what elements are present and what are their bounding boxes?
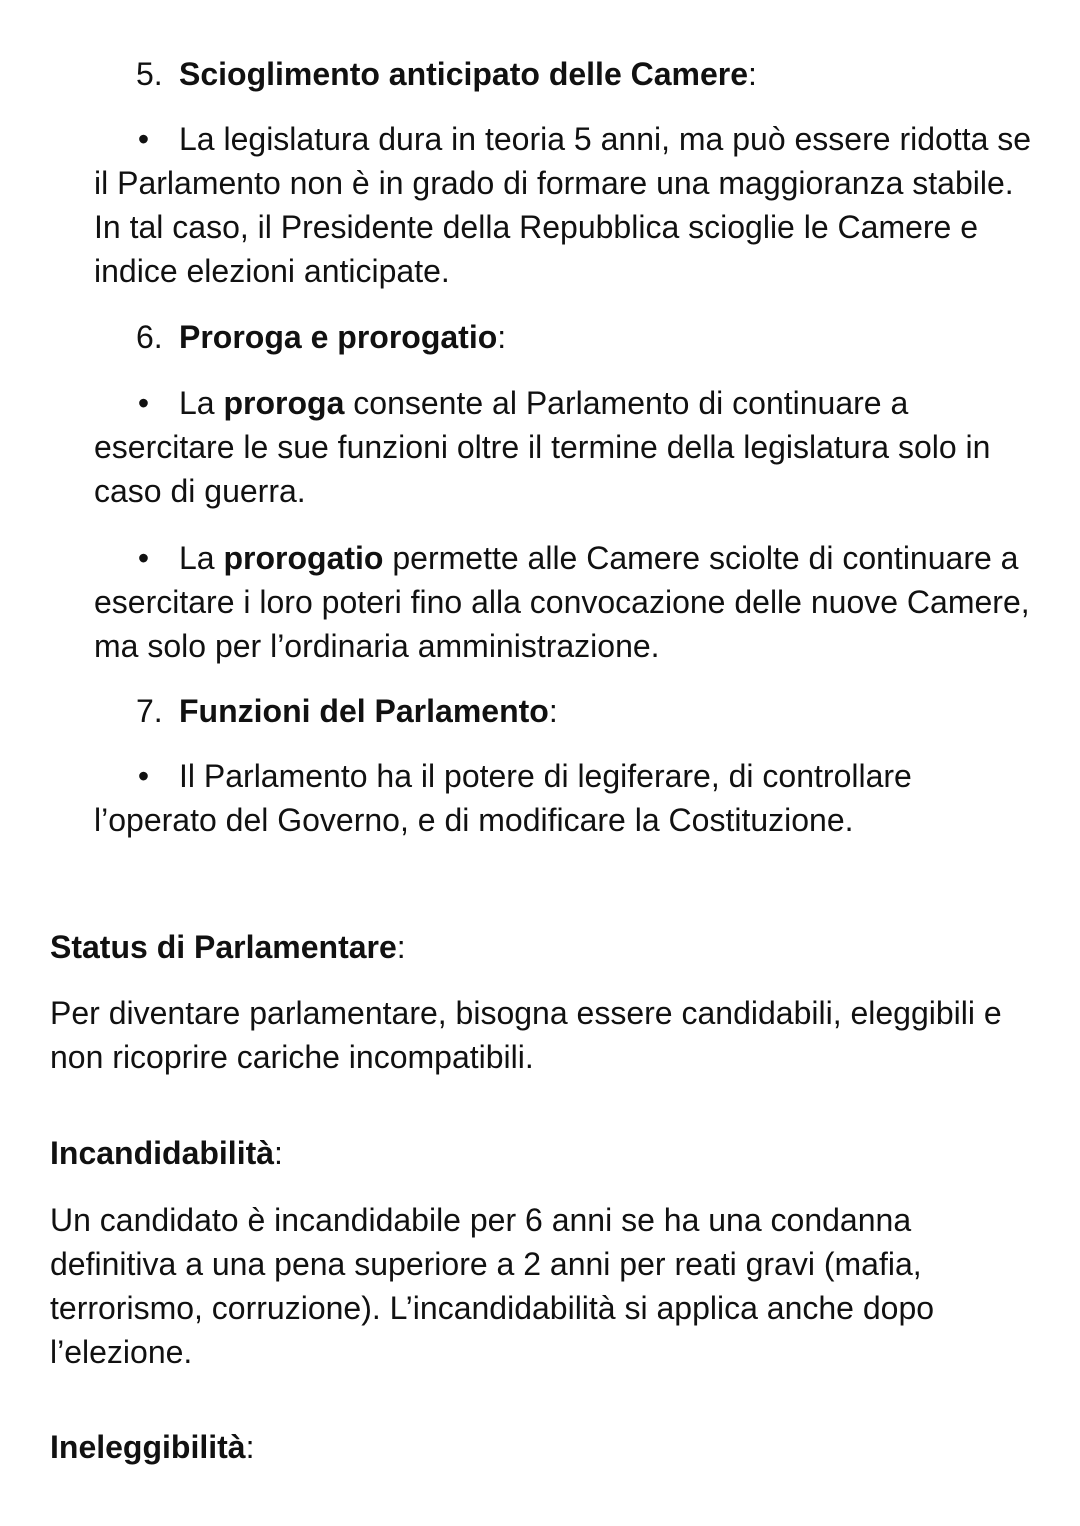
bullet-paragraph [94,536,1034,668]
list-number: 7. [136,693,163,729]
heading-colon: : [396,929,406,965]
bullet-text: Il Parlamento ha il potere di legiferare, di controllare l’operato del Governo, e di modificare la Costituzione. [94,758,912,838]
heading-colon: : [274,1135,283,1171]
section-paragraph-incandidabilita: Un candidato è incandidabile per 6 anni se ha una condanna definitiva a una pena superiore a 2 anni per reati gravi (mafia, terrorismo, corruzione). L’incandidabilità si applica anche dopo l’elezione. [50,1202,935,1370]
bullet-paragraph [94,117,1034,293]
list-item-title: Proroga e prorogatio [179,319,498,355]
list-number: 6. [136,319,163,355]
bullet-text-before: La [179,385,224,421]
heading-colon: : [748,56,757,92]
bullet-paragraph [94,381,1034,513]
list-item-heading-7 [136,689,558,733]
list-item-title: Funzioni del Parlamento [179,693,549,729]
list-number: 5. [136,56,163,92]
section-heading-incandidabilita [50,1131,283,1175]
bullet-icon: • [137,121,150,157]
heading-colon: : [548,693,558,729]
bullet-text: La legislatura dura in teoria 5 anni, ma può essere ridotta se il Parlamento non è in grado di formare una maggioranza stabile. In tal caso, il Presidente della Repubblica scioglie le Camere e indice elezioni anticipate. [94,121,1032,289]
section-heading-status [50,925,406,969]
bullet-bold-term: proroga [223,385,345,421]
heading-colon: : [497,319,507,355]
section-paragraph-status: Per diventare parlamentare, bisogna essere candidabili, eleggibili e non ricoprire cariche incompatibili. [50,995,1002,1075]
list-item-heading-6 [136,315,506,359]
section-title: Ineleggibilità [50,1429,246,1465]
bullet-bold-term: prorogatio [223,540,384,576]
bullet-text-after: consente al Parlamento di continuare a esercitare le sue funzioni oltre il termine della legislatura solo in caso di guerra. [94,385,991,509]
section-title: Status di Parlamentare [50,929,397,965]
list-item-heading-5 [136,52,757,96]
section-title: Incandidabilità [50,1135,275,1171]
section-heading-ineleggibilita [50,1425,254,1469]
bullet-icon: • [137,758,150,794]
bullet-text-before: La [179,540,224,576]
bullet-paragraph [94,754,1034,842]
bullet-icon: • [137,540,150,576]
heading-colon: : [245,1429,255,1465]
bullet-icon: • [137,385,150,421]
bullet-text-after: permette alle Camere sciolte di continuare a esercitare i loro poteri fino alla convocazione delle nuove Camere, ma solo per l’ordinaria amministrazione. [94,540,1030,664]
list-item-title: Scioglimento anticipato delle Camere [179,56,749,92]
